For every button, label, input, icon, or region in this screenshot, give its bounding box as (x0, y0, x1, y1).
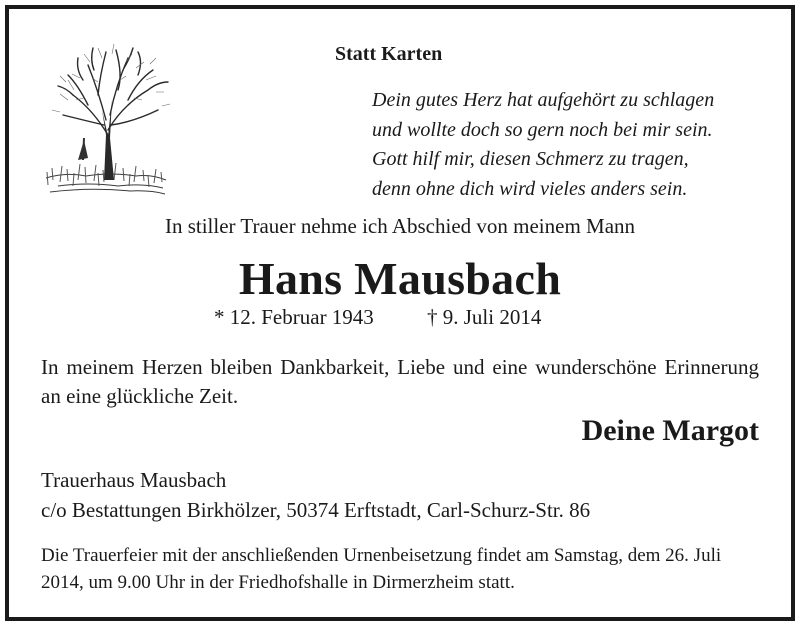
death-date: † 9. Juli 2014 (427, 305, 542, 329)
poem-line: denn ohne dich wird vieles anders sein. (372, 177, 688, 200)
signature: Deine Margot (581, 414, 759, 447)
statt-karten-heading: Statt Karten (335, 43, 443, 65)
address-line: Trauerhaus Mausbach (41, 468, 227, 492)
intro-text: In stiller Trauer nehme ich Abschied von meinem Mann (164, 214, 636, 238)
address-line: c/o Bestattungen Birkhölzer, 50374 Erftstadt, Carl-Schurz-Str. 86 (41, 498, 591, 522)
poem-line: Gott hilf mir, diesen Schmerz zu tragen, (372, 148, 689, 170)
birth-date: * 12. Februar 1943 (214, 305, 374, 329)
poem (372, 86, 714, 204)
tree-icon (38, 40, 178, 205)
poem-line: Dein gutes Herz hat aufgehört zu schlagen (372, 89, 715, 111)
funeral-notice: Die Trauerfeier mit der anschließenden Urnenbeisetzung findet am Samstag, dem 26. Juli 2014, um 9.00 Uhr in der Friedhofshalle in Dirmerzheim statt. (41, 545, 722, 593)
address-block (41, 465, 590, 525)
deceased-name: Hans Mausbach (238, 253, 562, 304)
poem-line: und wollte doch so gern noch bei mir sein. (372, 118, 713, 141)
message-paragraph: In meinem Herzen bleiben Dankbarkeit, Liebe und eine wunderschöne Erinnerung an eine glückliche Zeit. (41, 355, 759, 408)
